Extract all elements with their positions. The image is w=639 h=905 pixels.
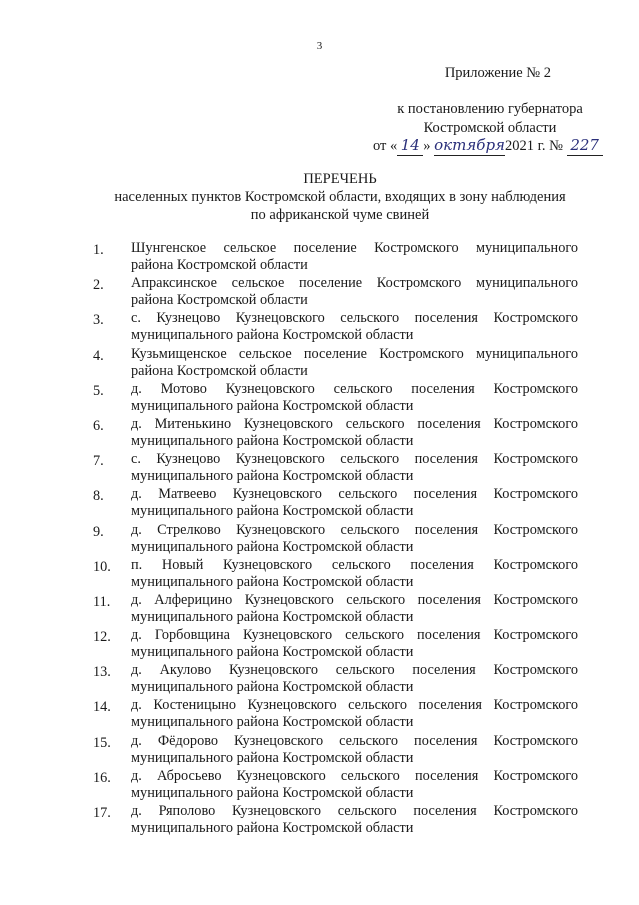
date-year: 2021 г. №: [505, 138, 564, 154]
heading-title: ПЕРЕЧЕНЬ: [303, 171, 377, 187]
item-text-line-2: муниципального района Костромской области: [131, 679, 414, 696]
item-number: 15.: [93, 734, 111, 751]
item-text: [131, 733, 578, 767]
item-text: [131, 522, 578, 556]
item-text-line-2: муниципального района Костромской области: [131, 432, 414, 449]
annex-region: Костромской области: [423, 120, 557, 136]
item-number: 10.: [93, 558, 111, 575]
list-item: [93, 557, 578, 592]
item-number: 13.: [93, 664, 111, 681]
list-item: [93, 592, 578, 627]
item-text-line-1: д. Алферицино Кузнецовского сельского поселения Костромского: [131, 591, 578, 608]
item-number: 1.: [93, 242, 104, 258]
heading-line-1: населенных пунктов Костромской области, входящих в зону наблюдения: [114, 189, 566, 205]
list-item: [93, 803, 578, 838]
item-text-line-2: муниципального района Костромской области: [131, 608, 414, 625]
list-item: [93, 662, 578, 697]
item-text-line-2: района Костромской области: [131, 292, 308, 309]
item-text-line-2: муниципального района Костромской области: [131, 644, 414, 661]
date-number: 227: [567, 136, 603, 156]
item-text-line-1: д. Мотово Кузнецовского сельского поселения Костромского: [131, 380, 578, 397]
item-text-line-1: Шунгенское сельское поселение Костромского муниципального: [131, 240, 578, 256]
annex-date: [373, 136, 603, 156]
list-item: [93, 627, 578, 662]
item-number: 17.: [93, 805, 111, 821]
item-number: 11.: [93, 593, 111, 610]
list-item: [93, 733, 578, 768]
item-number: 16.: [93, 769, 111, 786]
page-number: 3: [316, 40, 323, 52]
annex-to: к постановлению губернатора: [397, 101, 583, 117]
item-text-line-2: муниципального района Костромской области: [131, 327, 414, 344]
item-text: [131, 416, 578, 450]
item-text-line-1: с. Кузнецово Кузнецовского сельского поселения Костромского: [131, 310, 578, 327]
item-text-line-2: муниципального района Костромской области: [131, 468, 414, 485]
item-text: [131, 768, 578, 802]
date-month: октября: [434, 136, 505, 154]
item-text-line-1: д. Абросьево Кузнецовского сельского поселения Костромского: [131, 767, 578, 784]
item-number: 7.: [93, 453, 104, 470]
item-text-line-2: муниципального района Костромской области: [131, 714, 414, 731]
list-item: [93, 240, 578, 275]
item-text: [131, 486, 578, 520]
date-prefix: от «: [373, 138, 398, 154]
list-item: [93, 451, 578, 486]
item-text-line-2: муниципального района Костромской области: [131, 749, 414, 766]
item-text: [131, 346, 578, 380]
item-text-line-1: Апраксинское сельское поселение Костромского муниципального: [131, 275, 578, 292]
item-number: 12.: [93, 629, 111, 646]
item-number: 3.: [93, 312, 104, 329]
item-text-line-2: муниципального района Костромской области: [131, 397, 414, 414]
item-text-line-1: д. Ряполово Кузнецовского сельского поселения Костромского: [131, 803, 578, 819]
item-number: 6.: [93, 417, 104, 434]
list-item: [93, 310, 578, 345]
item-number: 14.: [93, 699, 111, 716]
list-item: [93, 275, 578, 310]
item-text-line-1: д. Акулово Кузнецовского сельского поселения Костромского: [131, 662, 578, 679]
item-text-line-2: района Костромской области: [131, 257, 308, 273]
item-text-line-2: муниципального района Костромской области: [131, 573, 414, 590]
item-text-line-1: п. Новый Кузнецовского сельского поселения Костромского: [131, 556, 578, 573]
item-number: 9.: [93, 523, 104, 540]
item-text-line-1: д. Матвеево Кузнецовского сельского поселения Костромского: [131, 486, 578, 503]
item-text: [131, 275, 578, 309]
item-text-line-2: муниципального района Костромской области: [131, 820, 414, 836]
heading-line-2: по африканской чуме свиней: [250, 207, 430, 223]
item-text: [131, 803, 578, 837]
item-text: [131, 381, 578, 415]
item-text: [131, 451, 578, 485]
item-text: [131, 240, 578, 274]
item-number: 4.: [93, 347, 104, 364]
item-number: 2.: [93, 277, 104, 294]
item-text: [131, 662, 578, 696]
item-text-line-2: муниципального района Костромской области: [131, 784, 414, 801]
document-heading: [80, 170, 600, 224]
settlements-list: [93, 240, 578, 838]
list-item: [93, 522, 578, 557]
annex-title: Приложение № 2: [444, 65, 551, 81]
item-text-line-1: с. Кузнецово Кузнецовского сельского поселения Костромского: [131, 451, 578, 468]
item-text-line-2: муниципального района Костромской области: [131, 538, 414, 555]
date-day: 14: [397, 136, 423, 156]
list-item: [93, 768, 578, 803]
item-text-line-1: Кузьмищенское сельское поселение Костромского муниципального: [131, 345, 578, 362]
item-text-line-1: д. Стрелково Кузнецовского сельского поселения Костромского: [131, 521, 578, 538]
item-number: 5.: [93, 382, 104, 399]
item-text-line-1: д. Фёдорово Кузнецовского сельского поселения Костромского: [131, 732, 578, 749]
item-text-line-2: муниципального района Костромской области: [131, 503, 414, 520]
item-text-line-1: д. Горбовщина Кузнецовского сельского поселения Костромского: [131, 627, 578, 644]
item-text: [131, 627, 578, 661]
date-mid: »: [423, 138, 431, 154]
item-number: 8.: [93, 488, 104, 505]
item-text: [131, 592, 578, 626]
list-item: [93, 346, 578, 381]
item-text: [131, 697, 578, 731]
list-item: [93, 381, 578, 416]
list-item: [93, 697, 578, 732]
item-text-line-1: д. Костеницыно Кузнецовского сельского поселения Костромского: [131, 697, 578, 714]
item-text-line-2: района Костромской области: [131, 362, 308, 379]
item-text-line-1: д. Митенькино Кузнецовского сельского поселения Костромского: [131, 415, 578, 432]
list-item: [93, 486, 578, 521]
item-text: [131, 557, 578, 591]
list-item: [93, 416, 578, 451]
item-text: [131, 310, 578, 344]
